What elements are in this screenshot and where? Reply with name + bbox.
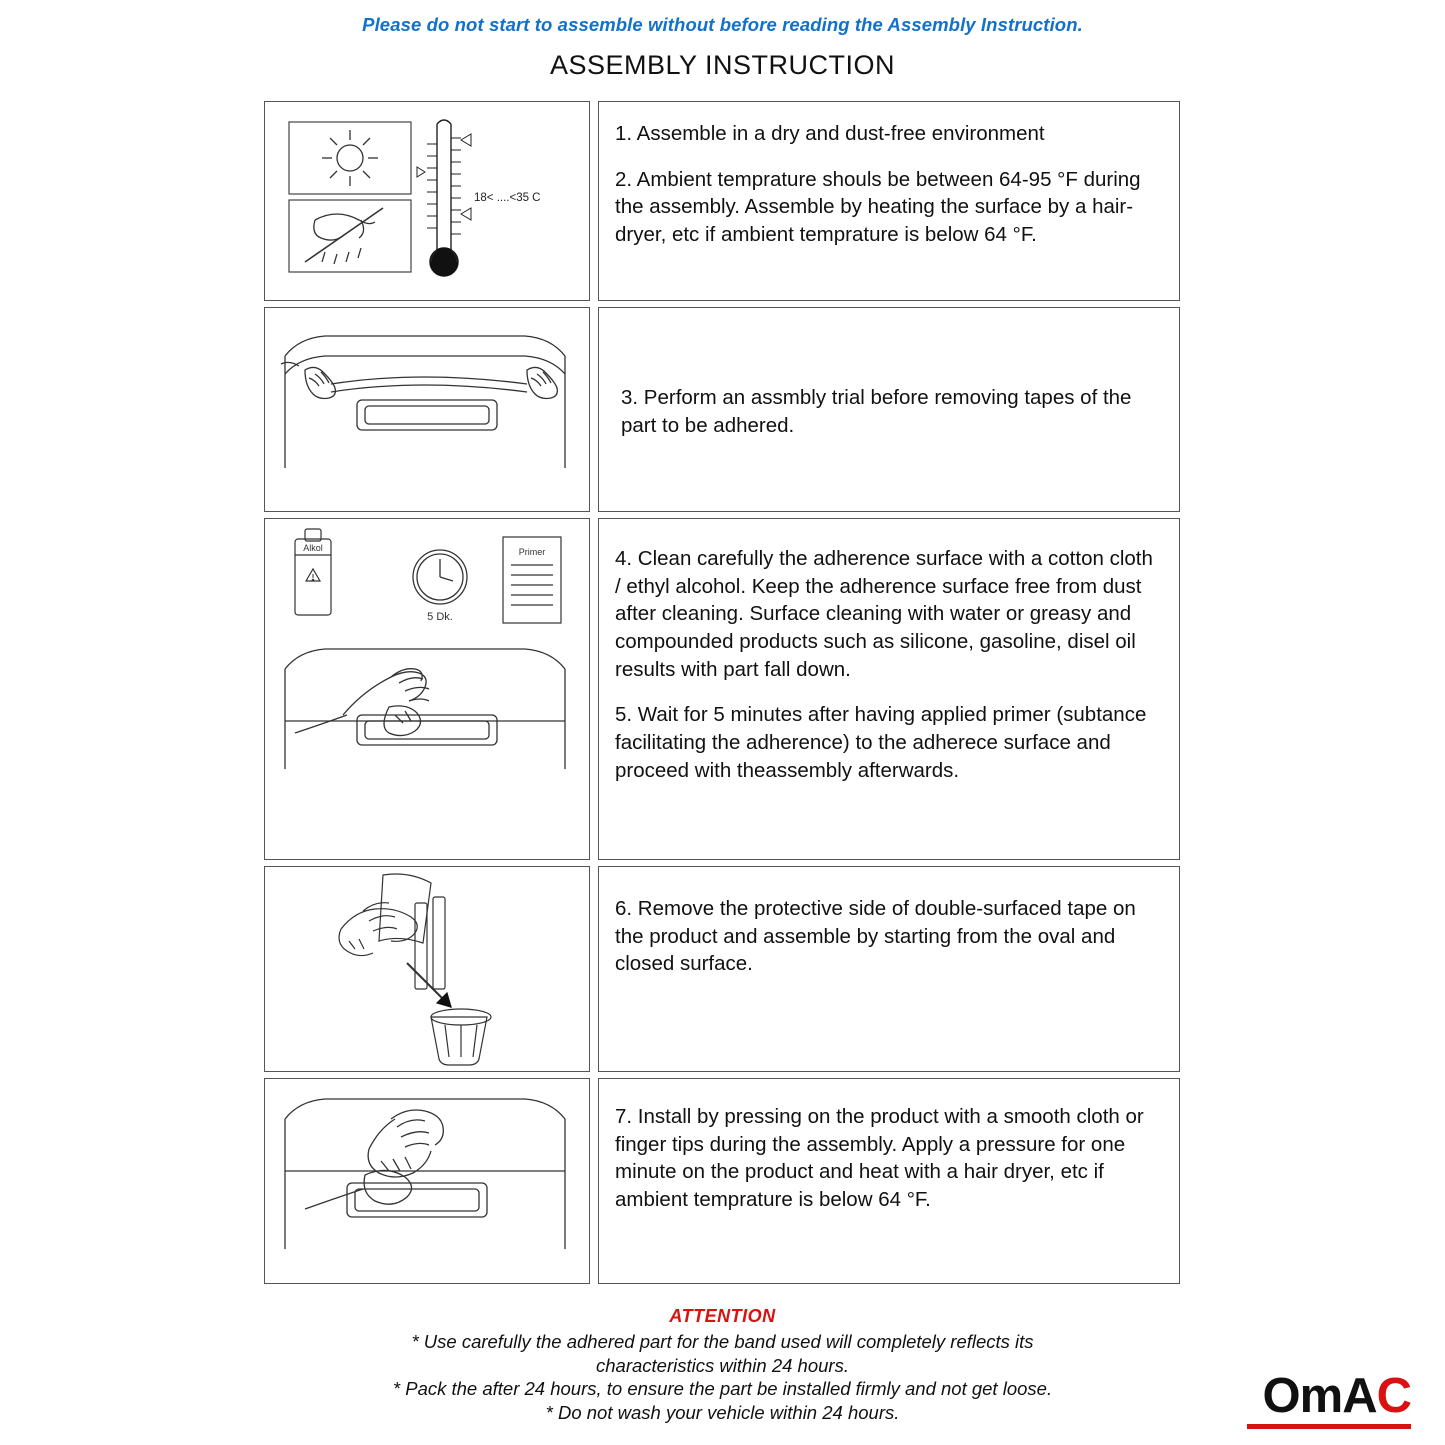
primer-label: Primer bbox=[518, 547, 546, 557]
omac-logo bbox=[1262, 1369, 1411, 1423]
step-4-5-illustration bbox=[264, 518, 590, 860]
step-3-paragraph: 3. Perform an assmbly trial before removing tapes of the part to be adhered. bbox=[621, 385, 1132, 437]
logo-part-o: O bbox=[1262, 1369, 1300, 1423]
step-5-paragraph: 5. Wait for 5 minutes after having applied primer (subtance facilitating the adherence) to the adherece surface and proceed with theassembly afterwards. bbox=[615, 703, 1147, 782]
step-4-paragraph: 4. Clean carefully the adherence surface with a cotton cloth / ethyl alcohol. Keep the adherence surface free from dust after cleaning. Surface cleaning with water or greasy and compounded products such as silicone, gasoline, disel oil results with part fall down. bbox=[615, 547, 1153, 681]
page-title: ASSEMBLY INSTRUCTION bbox=[549, 50, 896, 80]
attention-line-3: * Pack the after 24 hours, to ensure the part be installed firmly and not get loose. bbox=[392, 1378, 1053, 1400]
table-row bbox=[264, 866, 1180, 1072]
step-7-text bbox=[598, 1078, 1180, 1284]
clock-label: 5 Dk. bbox=[427, 611, 453, 623]
bottle-label: Alkol bbox=[303, 543, 323, 553]
table-row bbox=[264, 307, 1180, 512]
temperature-range-label: 18< ....<35 C bbox=[474, 192, 541, 204]
attention-line-1: * Use carefully the adhered part for the band used will completely reflects its bbox=[411, 1331, 1034, 1352]
step-7-paragraph: 7. Install by pressing on the product with a smooth cloth or finger tips during the assembly. Apply a pressure for one minute on the product and heat with a hair dryer, etc if ambient temprature is below 64 °F. bbox=[615, 1105, 1144, 1212]
step-2-paragraph: 2. Ambient temprature shouls be between 64-95 °F during the assembly. Assemble by heating the surface by a hair-dryer, etc if ambient temprature is below 64 °F. bbox=[615, 167, 1141, 247]
step-3-illustration bbox=[264, 307, 590, 512]
attention-line-2: characteristics within 24 hours. bbox=[596, 1354, 849, 1376]
logo-part-c: C bbox=[1376, 1369, 1411, 1423]
table-row bbox=[264, 518, 1180, 860]
step-1-2-text bbox=[598, 101, 1180, 301]
step-4-5-text bbox=[598, 518, 1180, 860]
step-7-illustration bbox=[264, 1078, 590, 1284]
attention-line-4: * Do not wash your vehicle within 24 hours. bbox=[545, 1402, 900, 1424]
warning-banner: Please do not start to assemble without before reading the Assembly Instruction. bbox=[362, 14, 1083, 35]
attention-title: ATTENTION bbox=[669, 1306, 776, 1326]
step-1-paragraph: 1. Assemble in a dry and dust-free environment bbox=[615, 122, 1045, 145]
step-6-paragraph: 6. Remove the protective side of double-surfaced tape on the product and assemble by starting from the oval and closed surface. bbox=[615, 897, 1136, 976]
table-row bbox=[264, 1078, 1180, 1284]
logo-part-a: A bbox=[1342, 1369, 1377, 1423]
logo-part-m: m bbox=[1299, 1369, 1343, 1423]
table-row bbox=[264, 101, 1180, 301]
logo-underline bbox=[1247, 1424, 1411, 1429]
step-6-illustration bbox=[264, 866, 590, 1072]
step-3-text bbox=[598, 307, 1180, 512]
instruction-table bbox=[264, 101, 1180, 1290]
attention-block bbox=[0, 1306, 1445, 1425]
step-1-2-illustration bbox=[264, 101, 590, 301]
step-6-text bbox=[598, 866, 1180, 1072]
